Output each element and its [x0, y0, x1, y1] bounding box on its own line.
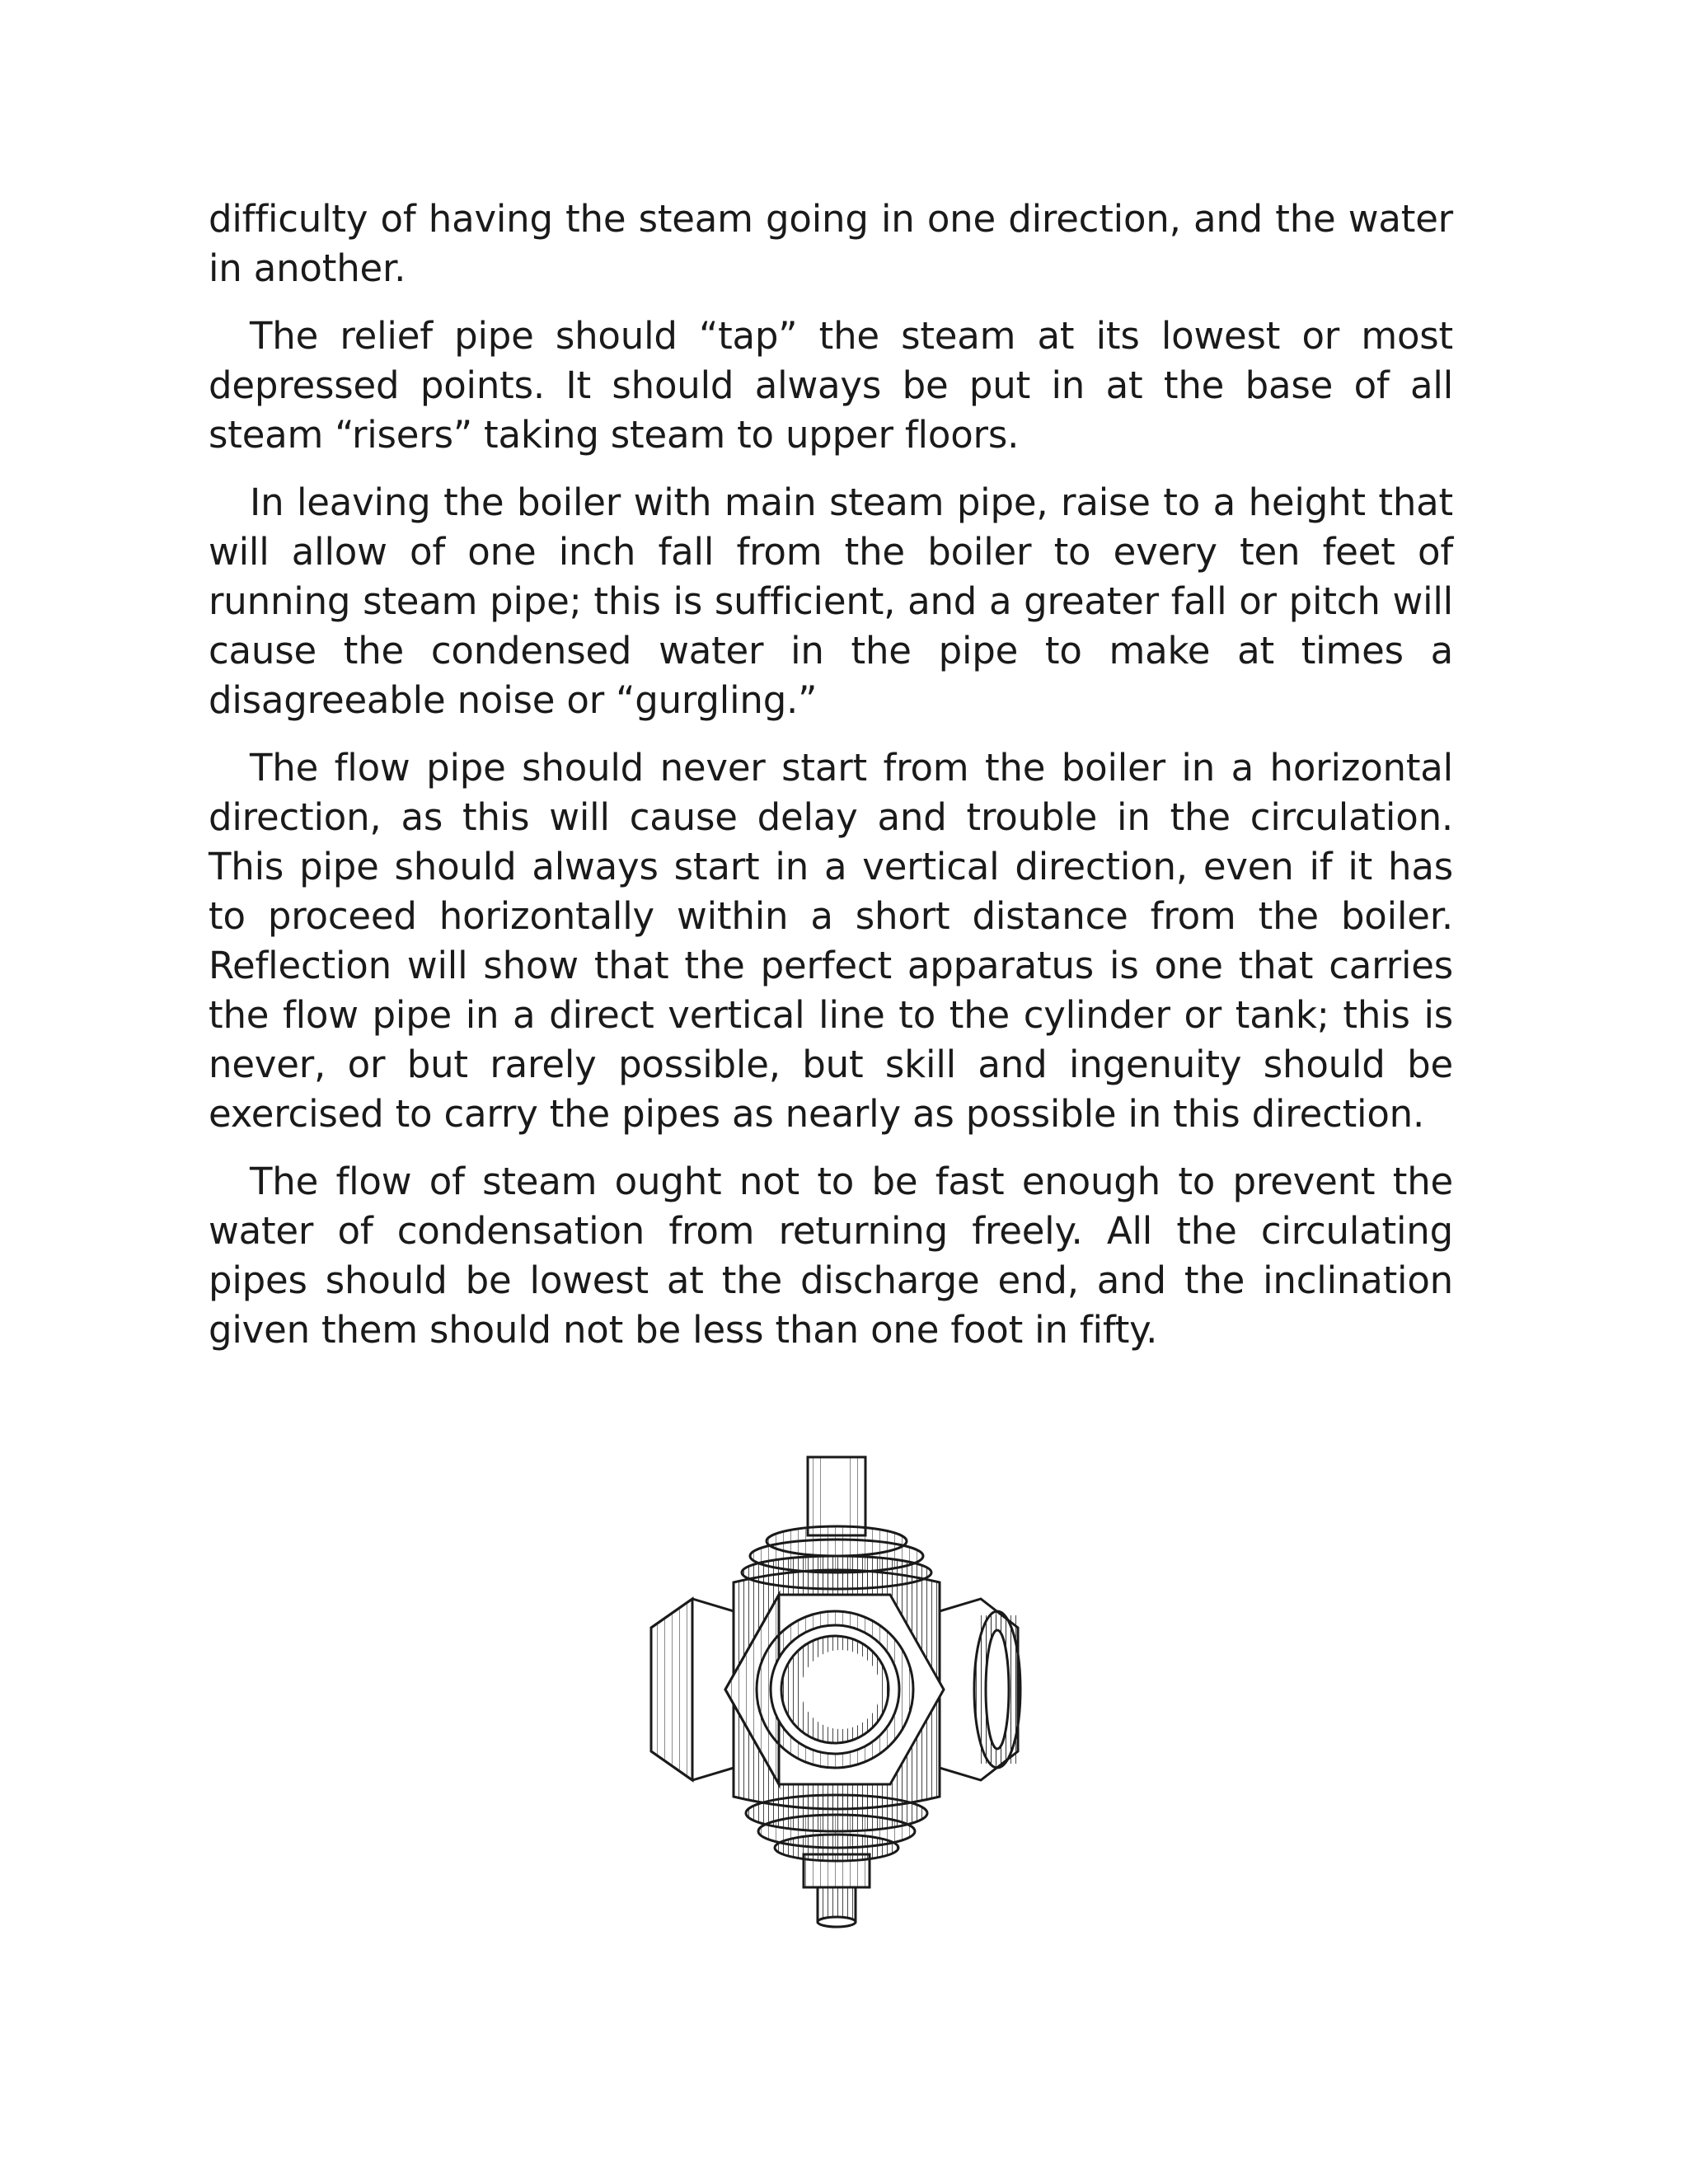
- paragraph-3: In leaving the boiler with main steam pipe, raise to a height that will allow of one inch fall from the boiler to every ten feet of running steam pipe; this is sufficient, and a greater fall or pitch will cause the condensed water in the pipe to make at times a disagreeable noise or “gurgling.”: [209, 480, 1453, 722]
- paragraph-2: The relief pipe should “tap” the steam at its lowest or most depressed points. It should always be put in at the base of all steam “risers” taking steam to upper floors.: [209, 314, 1453, 457]
- four-way-valve-engraving-icon: [635, 1451, 1030, 1929]
- paragraph-1: difficulty of having the steam going in one direction, and the water in another.: [209, 197, 1453, 290]
- page-body: [209, 194, 1453, 1373]
- paragraph-4: The flow pipe should never start from the boiler in a horizontal direction, as this will cause delay and trouble in the circulation. This pipe should always start in a vertical direction, even if it has to proceed horizontally within a short distance from the boiler. Reflection will show that the perfect apparatus is one that carries the flow pipe in a direct vertical line to the cylinder or tank; this is never, or but rarely possible, but skill and ingenuity should be exercised to carry the pipes as nearly as possible in this direction.: [209, 746, 1453, 1136]
- paragraph-5: The flow of steam ought not to be fast enough to prevent the water of condensation from returning freely. All the circulating pipes should be lowest at the discharge end, and the inclination given them should not be less than one foot in fifty.: [209, 1160, 1453, 1352]
- valve-illustration: [635, 1451, 1030, 1929]
